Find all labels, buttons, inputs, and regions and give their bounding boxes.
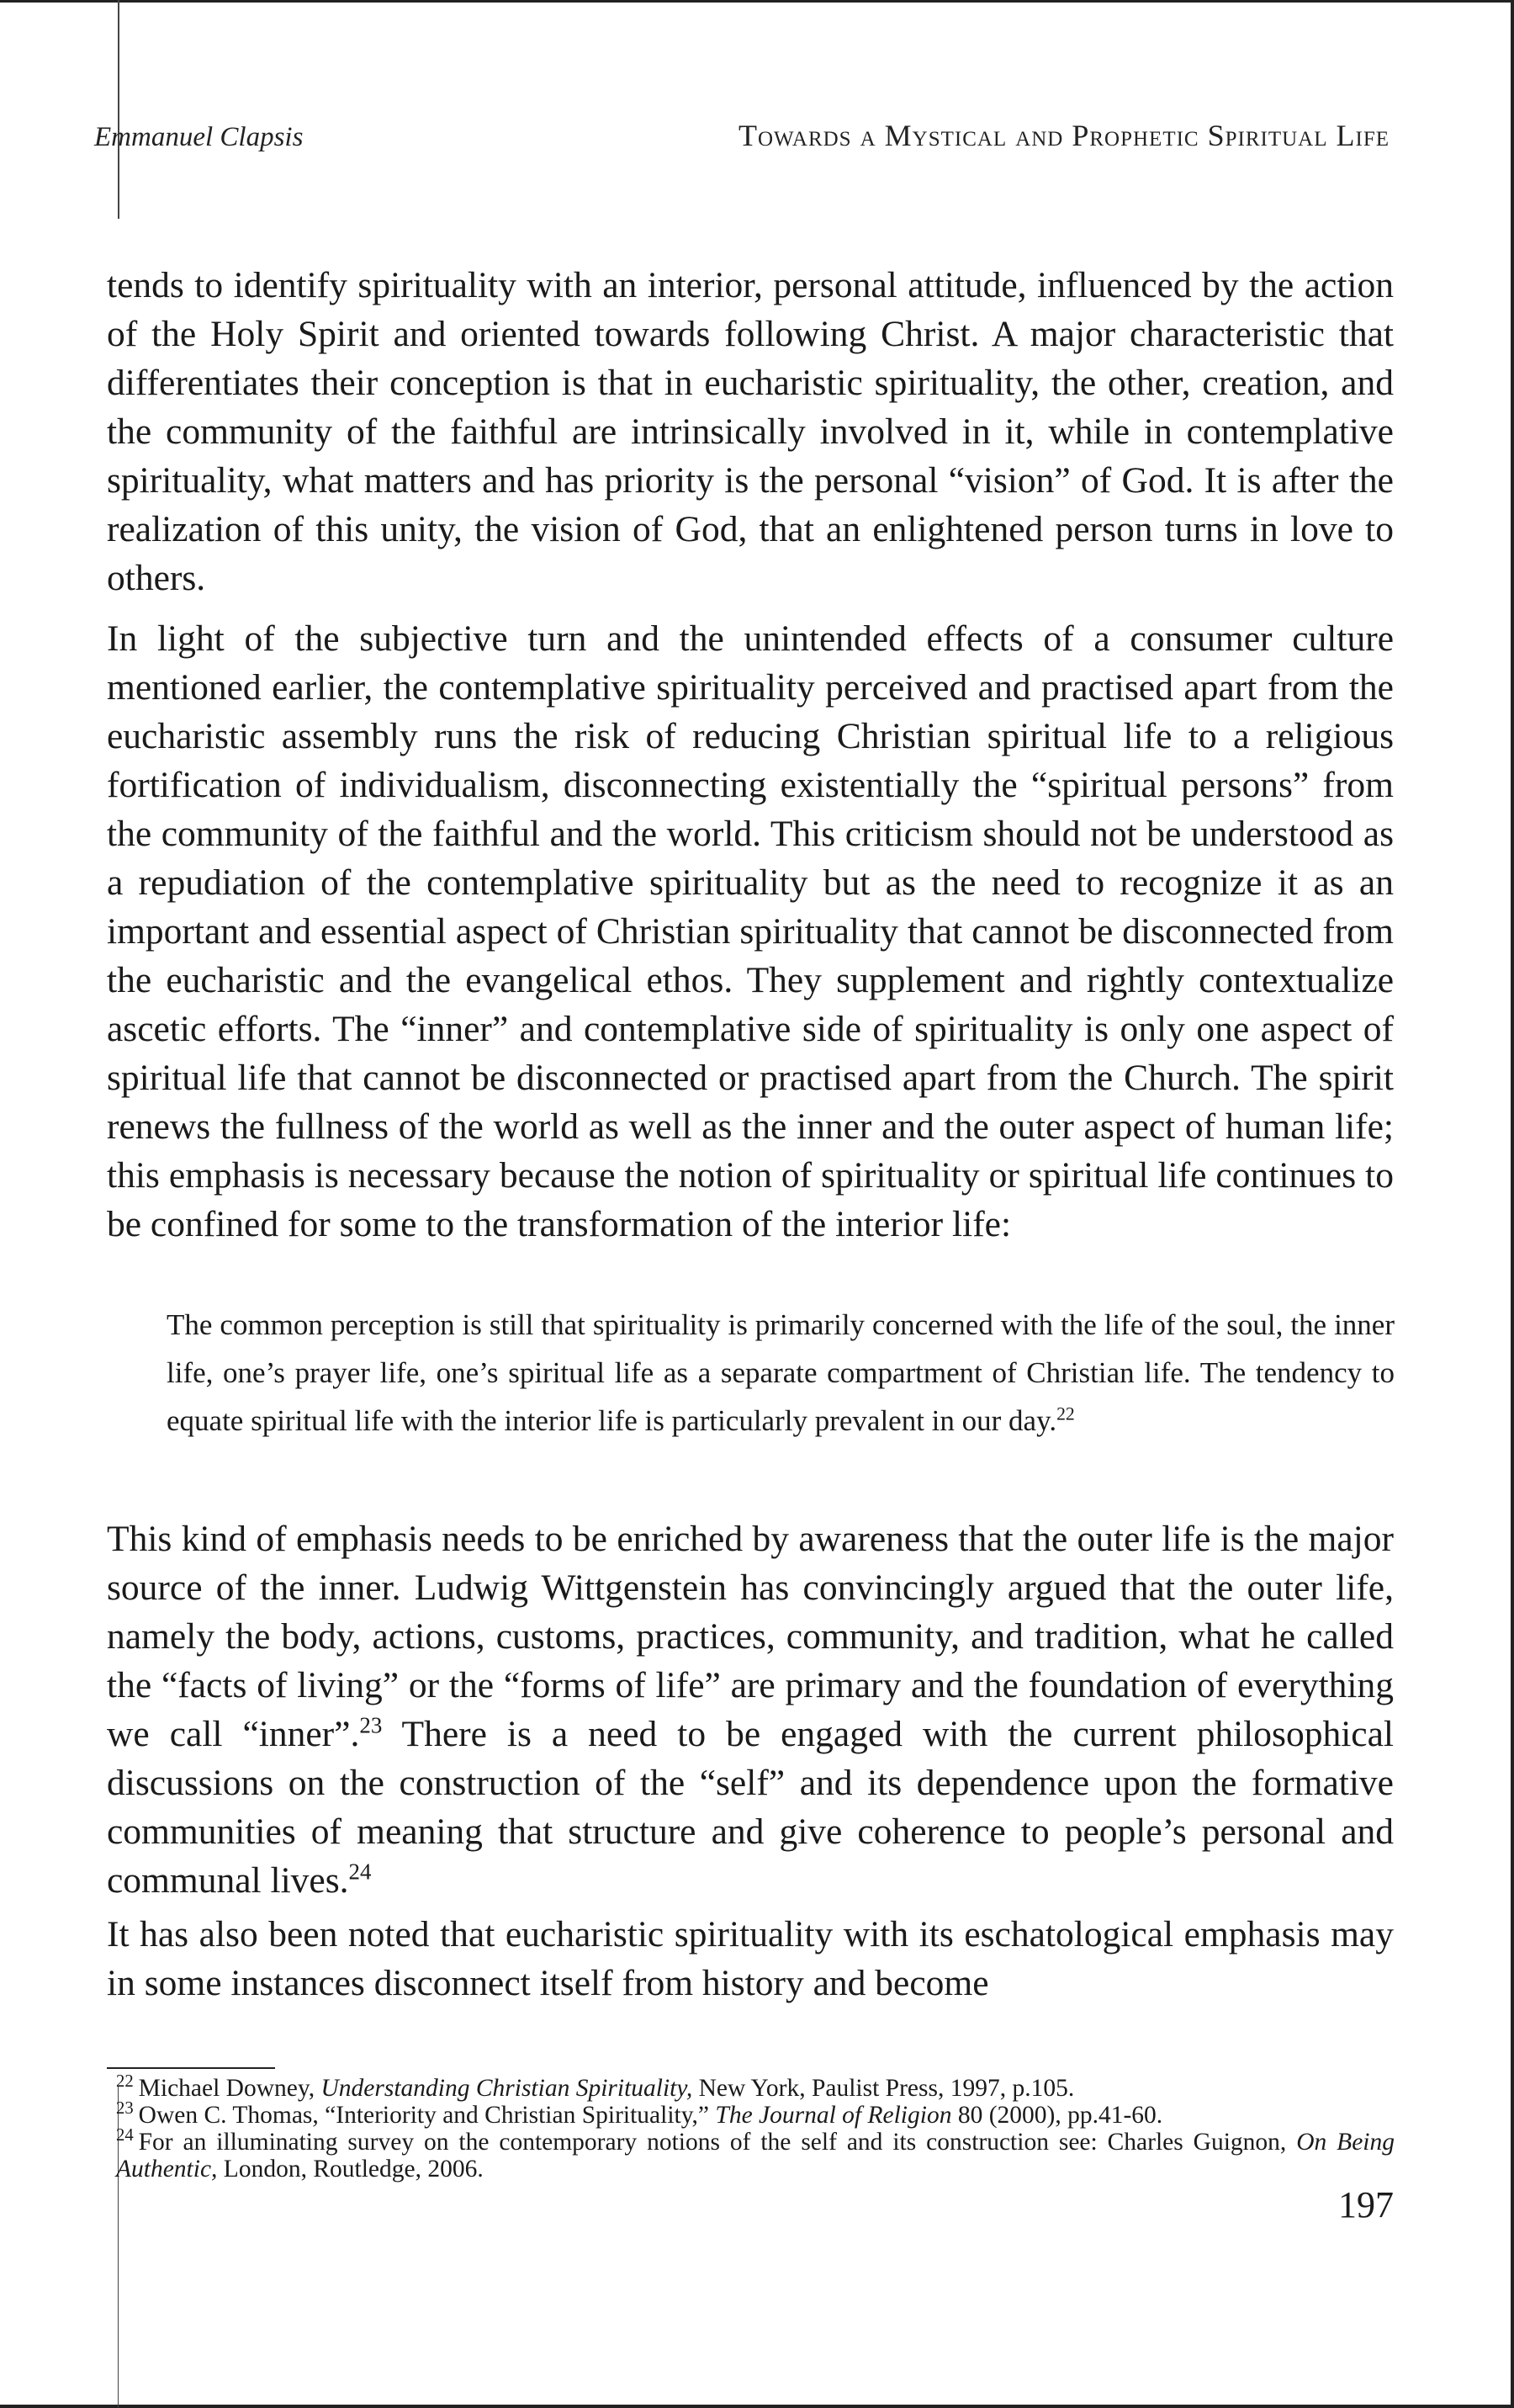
footnote-number: 22	[116, 2072, 134, 2092]
footnote-ref-22[interactable]: 22	[1056, 1403, 1075, 1424]
paragraph-2: In light of the subjective turn and the unintended effects of a consumer culture mentioned earlier, the contemplative spirituality perceived and practised apart from the eucharistic assembly runs the risk of reducing Christian spiritual life to a religious fortification of individualism, disconnecting existentially the “spiritual persons” from the community of the faithful and the world. This criticism should not be understood as a repudiation of the contemplative spirituality but as the need to recognize it as an important and essential aspect of Christian spirituality that cannot be disconnected from the eucharistic and the evangelical ethos. They supplement and rightly contextualize ascetic efforts. The “inner” and contemplative side of spirituality is only one aspect of spiritual life that cannot be disconnected or practised apart from the Church. The spirit renews the fullness of the world as well as the inner and the outer aspect of human life; this emphasis is necessary because the notion of spirituality or spiritual life continues to be confined for some to the transformation of the interior life:	[107, 618, 1394, 1244]
scan-border-right	[1511, 0, 1514, 2408]
footnote-ref-24[interactable]: 24	[348, 1859, 372, 1885]
footnote-text: For an illuminating survey on the contemporary notions of the self and its construction see: Charles Guignon,	[138, 2129, 1297, 2156]
footnote-22	[116, 2072, 1395, 2102]
paragraph-3-text-a: This kind of emphasis needs to be enriched by awareness that the outer life is the major source of the inner. Ludwig Wittgenstein has convincingly argued that the outer life, namely the body, actions, customs, practices, community, and tradition, what he called the “facts of living” or the “forms of life” are primary and the foundation of everything we call “inner”.	[107, 1519, 1394, 1754]
footnote-23	[116, 2099, 1395, 2129]
footnote-text: Michael Downey,	[138, 2075, 321, 2102]
paragraph-3	[107, 1514, 1394, 1905]
footnote-text: 80 (2000), pp.41-60.	[951, 2102, 1163, 2129]
footnote-title: The Journal of Religion	[715, 2102, 952, 2129]
footnote-number: 24	[116, 2126, 134, 2145]
paragraph-1: tends to identify spirituality with an interior, personal attitude, influenced by the action of the Holy Spirit and oriented towards following Christ. A major characteristic that differentiates their conception is that in eucharistic spirituality, the other, creation, and the community of the faithful are intrinsically involved in it, while in contemplative spirituality, what matters and has priority is the personal “vision” of God. It is after the realization of this unity, the vision of God, that an enlightened person turns in love to others.	[107, 265, 1394, 598]
scan-border-top	[0, 0, 1514, 3]
block-quote-text: The common perception is still that spirituality is primarily concerned with the life of the soul, the inner life, one’s prayer life, one’s spiritual life as a separate compartment of Christian life. The tendency to equate spiritual life with the interior life is particularly prevalent in our day.	[167, 1308, 1395, 1437]
block-quote	[167, 1301, 1395, 1445]
paragraph-3-text-b: There is a need to be engaged with the current philosophical discussions on the construction of the “self” and its dependence upon the formative communities of meaning that structure and give coherence to people’s personal and communal lives.	[107, 1714, 1394, 1901]
footnote-title: On Being Authentic,	[116, 2129, 1395, 2183]
footnote-title: Understanding Christian Spirituality,	[320, 2075, 693, 2102]
footnote-number: 23	[116, 2099, 134, 2119]
header-author: Emmanuel Clapsis	[94, 122, 304, 152]
footnote-text: Owen C. Thomas, “Interiority and Christian Spirituality,”	[138, 2102, 716, 2129]
scan-border-bottom	[0, 2405, 1514, 2408]
paragraph-4: It has also been noted that eucharistic spirituality with its eschatological emphasis may in some instances disconnect itself from history and become	[107, 1914, 1394, 2003]
footnote-text: New York, Paulist Press, 1997, p.105.	[692, 2075, 1075, 2102]
footnote-24	[116, 2126, 1395, 2183]
page-number: 197	[1338, 2184, 1394, 2225]
footnotes	[116, 2072, 1395, 2183]
scan-artifact-line	[118, 0, 119, 219]
footnote-divider	[107, 2067, 275, 2069]
footnote-ref-23[interactable]: 23	[359, 1712, 383, 1738]
running-header	[94, 118, 1390, 153]
header-title: Towards a Mystical and Prophetic Spiritual Life	[738, 119, 1390, 152]
footnote-text: London, Routledge, 2006.	[217, 2156, 484, 2183]
